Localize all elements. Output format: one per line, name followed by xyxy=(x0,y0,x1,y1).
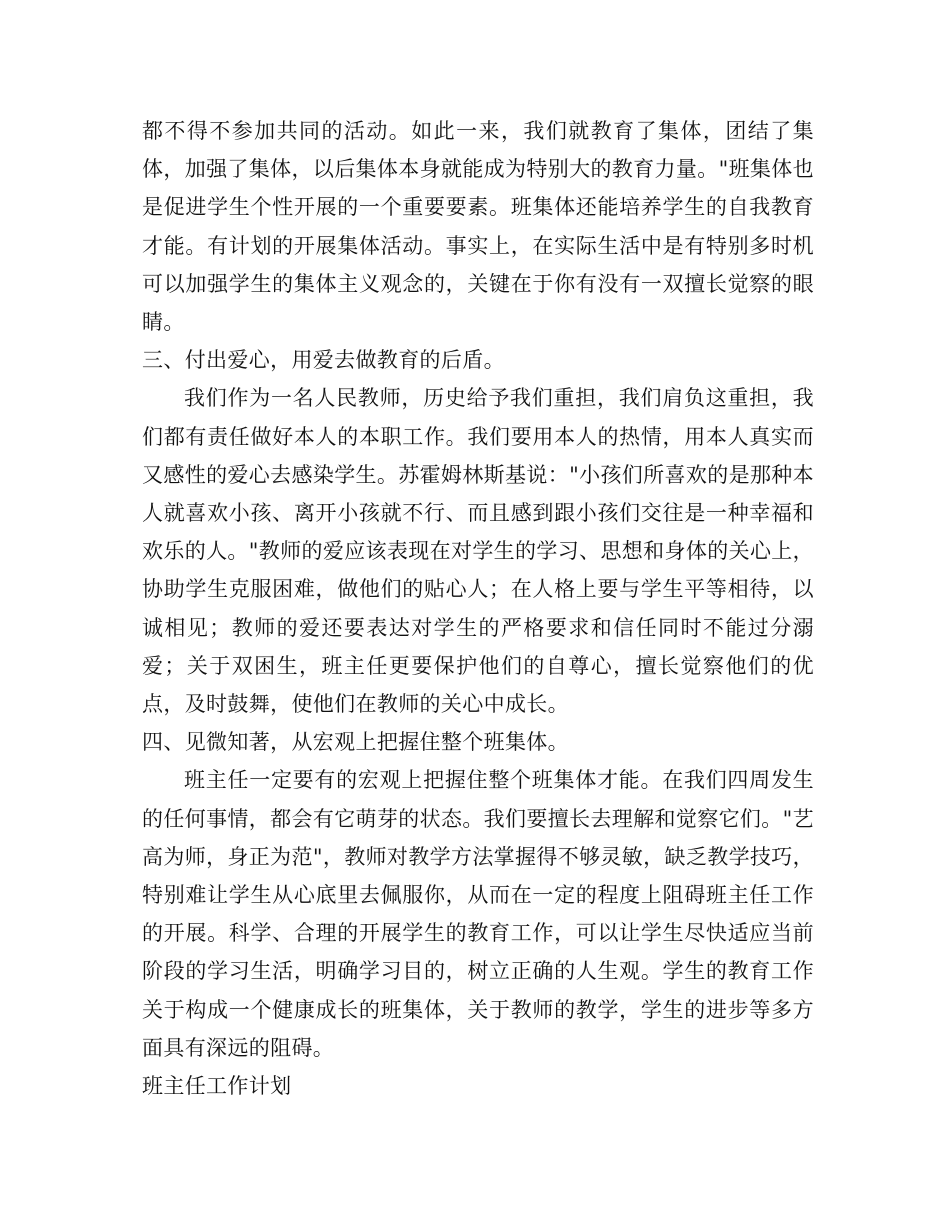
paragraph-body: 班主任一定要有的宏观上把握住整个班集体才能。在我们四周发生的任何事情，都会有它萌芽的状态。我们要擅长去理解和觉察它们。"艺高为师，身正为范"，教师对教学方法掌握得不够灵敏，缺乏教学技巧，特别难让学生从心底里去佩服你，从而在一定的程度上阻碍班主任工作的开展。科学、合理的开展学生的教育工作，可以让学生尽快适应当前阶段的学习生活，明确学习目的，树立正确的人生观。学生的教育工作关于构成一个健康成长的班集体，关于教师的教学，学生的进步等多方面具有深远的阻碍。 xyxy=(142,768,814,1060)
paragraph-body: 我们作为一名人民教师，历史给予我们重担，我们肩负这重担，我们都有责任做好本人的本职工作。我们要用本人的热情，用本人真实而又感性的爱心去感染学生。苏霍姆林斯基说："小孩们所喜欢的是那种本人就喜欢小孩、离开小孩就不行、而且感到跟小孩们交往是一种幸福和欢乐的人。"教师的爱应该表现在对学生的学习、思想和身体的关心上，协助学生克服困难，做他们的贴心人；在人格上要与学生平等相待，以诚相见；教师的爱还要表达对学生的严格要求和信任同时不能过分溺爱；关于双困生，班主任更要保护他们的自尊心，擅长觉察他们的优点，及时鼓舞，使他们在教师的关心中成长。 xyxy=(142,386,814,717)
document-page xyxy=(142,112,814,1105)
paragraph-continued: 都不得不参加共同的活动。如此一来，我们就教育了集体，团结了集体，加强了集体，以后集体本身就能成为特别大的教育力量。"班集体也是促进学生个性开展的一个重要要素。班集体还能培养学生的自我教育才能。有计划的开展集体活动。事实上，在实际生活中是有特别多时机可以加强学生的集体主义观念的，关键在于你有没有一双擅长觉察的眼睛。 xyxy=(142,119,814,335)
section-heading-4: 四、见微知著，从宏观上把握住整个班集体。 xyxy=(142,730,569,755)
document-title-next: 班主任工作计划 xyxy=(142,1074,292,1099)
section-heading-3: 三、付出爱心，用爱去做教育的后盾。 xyxy=(142,348,505,373)
